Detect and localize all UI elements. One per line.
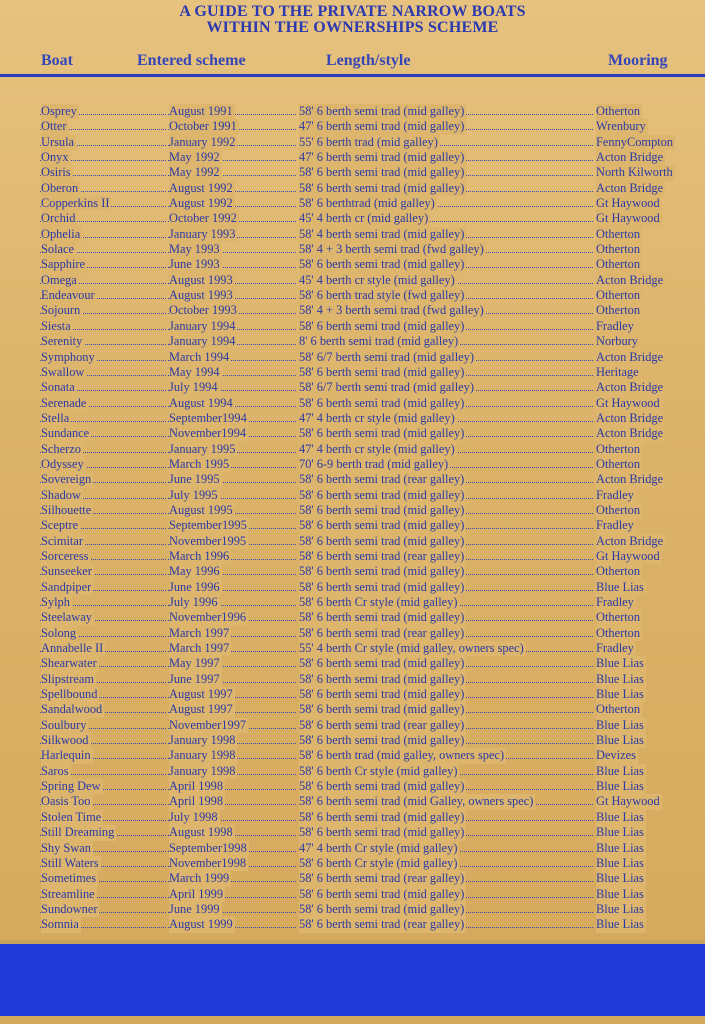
length-style: 45' 4 berth cr (mid galley): [299, 211, 429, 226]
table-row: [0, 503, 705, 518]
table-row: [0, 871, 705, 886]
mooring: Otherton: [596, 441, 641, 456]
entered-date: June 1996: [169, 579, 220, 594]
boat-name: Odyssey: [41, 456, 84, 471]
mooring: Acton Bridge: [596, 180, 664, 195]
entered-date: April 1999: [169, 886, 224, 901]
table-row: [0, 380, 705, 395]
length-style: 58' 6 berth semi trad (mid galley): [299, 487, 465, 502]
table-row: [0, 104, 705, 119]
boat-name: Sonata: [41, 380, 75, 395]
boat-name: Sorceress: [41, 548, 89, 563]
boat-name: Serenity: [41, 334, 83, 349]
mooring: Blue Lias: [596, 855, 644, 870]
mooring: Fradley: [596, 641, 634, 656]
table-row: [0, 211, 705, 226]
length-style: 58' 6 berth semi trad (rear galley): [299, 625, 465, 640]
entered-date: November1994: [169, 426, 247, 441]
length-style: 58' 6 berth semi trad (mid galley): [299, 395, 465, 410]
header-entered-scheme: Entered scheme: [137, 52, 246, 69]
mooring: Fradley: [596, 518, 634, 533]
boat-name: Sometimes: [41, 871, 97, 886]
table-row: [0, 365, 705, 380]
mooring: Blue Lias: [596, 656, 644, 671]
entered-date: March 1997: [169, 641, 230, 656]
length-style: 58' 6 berth semi trad (mid galley): [299, 318, 465, 333]
entered-date: November1996: [169, 610, 247, 625]
entered-date: May 1997: [169, 656, 220, 671]
table-row: [0, 917, 705, 932]
table-row: [0, 902, 705, 917]
length-style: 58' 6 berthtrad (mid galley): [299, 196, 435, 211]
mooring: Blue Lias: [596, 671, 644, 686]
entered-date: August 1997: [169, 702, 233, 717]
mooring: Gt Haywood: [596, 395, 660, 410]
mooring: FennyCompton: [596, 134, 674, 149]
boat-name: Sunseeker: [41, 564, 92, 579]
length-style: 58' 6 berth semi trad (mid galley): [299, 687, 465, 702]
entered-date: August 1993: [169, 272, 233, 287]
table-row: [0, 472, 705, 487]
mooring: Otherton: [596, 625, 641, 640]
length-style: 58' 6 berth semi trad (mid galley): [299, 426, 465, 441]
length-style: 58' 6 berth semi trad (mid galley): [299, 733, 465, 748]
entered-date: January 1998: [169, 763, 236, 778]
mooring: Blue Lias: [596, 779, 644, 794]
table-row: [0, 442, 705, 457]
title-line-2: WITHIN THE OWNERSHIPS SCHEME: [206, 19, 499, 36]
boat-name: Scimitar: [41, 533, 83, 548]
table-row: [0, 303, 705, 318]
table-row: [0, 119, 705, 134]
length-style: 58' 6 berth semi trad (mid galley): [299, 901, 465, 916]
mooring: Acton Bridge: [596, 426, 664, 441]
table-row: [0, 564, 705, 579]
table-row: [0, 242, 705, 257]
table-row: [0, 656, 705, 671]
header-rule: [0, 74, 705, 77]
mooring: Blue Lias: [596, 840, 644, 855]
entered-date: August 1998: [169, 825, 233, 840]
length-style: 58' 4 berth semi trad (mid galley): [299, 226, 465, 241]
mooring: Blue Lias: [596, 763, 644, 778]
length-style: 58' 6 berth semi trad (mid galley): [299, 364, 465, 379]
table-row: [0, 350, 705, 365]
entered-date: June 1995: [169, 472, 220, 487]
table-row: [0, 273, 705, 288]
table-row: [0, 825, 705, 840]
table-row: [0, 135, 705, 150]
mooring: Blue Lias: [596, 886, 644, 901]
length-style: 47' 6 berth semi trad (mid galley): [299, 119, 465, 134]
entered-date: January 1998: [169, 748, 236, 763]
boat-name: Sundowner: [41, 901, 98, 916]
mooring: Otherton: [596, 288, 641, 303]
boat-name: Siesta: [41, 318, 71, 333]
mooring: Gt Haywood: [596, 548, 660, 563]
length-style: 58' 6 berth semi trad (rear galley): [299, 717, 465, 732]
entered-date: January 1998: [169, 733, 236, 748]
boat-name: Serenade: [41, 395, 87, 410]
entered-date: March 1997: [169, 625, 230, 640]
boat-name: Saros: [41, 763, 69, 778]
length-style: 58' 6 berth semi trad (mid galley): [299, 518, 465, 533]
table-row: [0, 687, 705, 702]
length-style: 58' 6 berth semi trad (rear galley): [299, 871, 465, 886]
mooring: Otherton: [596, 104, 641, 118]
length-style: 58' 6 berth semi trad (mid galley): [299, 180, 465, 195]
boat-name: Annabelle II: [41, 641, 104, 656]
table-row: [0, 764, 705, 779]
entered-date: January 1992: [169, 134, 236, 149]
entered-date: August 1991: [169, 104, 233, 118]
entered-date: April 1998: [169, 794, 224, 809]
entered-date: August 1994: [169, 395, 233, 410]
entered-date: April 1998: [169, 779, 224, 794]
boat-name: Sapphire: [41, 257, 86, 272]
entered-date: March 1994: [169, 349, 230, 364]
boat-name: Streamline: [41, 886, 95, 901]
table-row: [0, 856, 705, 871]
mooring: Otherton: [596, 564, 641, 579]
mooring: Gt Haywood: [596, 211, 660, 226]
bottom-band: [0, 944, 705, 1016]
length-style: 58' 6 berth Cr style (mid galley): [299, 855, 458, 870]
length-style: 58' 6 berth semi trad (mid galley): [299, 610, 465, 625]
length-style: 58' 6/7 berth semi trad (mid galley): [299, 349, 474, 364]
boat-name: Otter: [41, 119, 67, 134]
mooring: Acton Bridge: [596, 150, 664, 165]
table-row: [0, 196, 705, 211]
length-style: 55' 6 berth trad (mid galley): [299, 134, 438, 149]
boat-name: Sojourn: [41, 303, 81, 318]
length-style: 58' 6 berth semi trad (mid galley): [299, 564, 465, 579]
entered-date: August 1992: [169, 180, 233, 195]
entered-date: September1995: [169, 518, 247, 533]
page-title: [0, 4, 705, 36]
entered-date: August 1993: [169, 288, 233, 303]
length-style: 58' 6 berth semi trad (rear galley): [299, 548, 465, 563]
mooring: Otherton: [596, 702, 641, 717]
mooring: Otherton: [596, 610, 641, 625]
boat-name: Oasis Too: [41, 794, 91, 809]
length-style: 58' 6 berth semi trad (mid galley): [299, 257, 465, 272]
length-style: 58' 6 berth semi trad (mid galley): [299, 779, 465, 794]
boat-name: Swallow: [41, 364, 85, 379]
length-style: 58' 6 berth semi trad (mid galley): [299, 533, 465, 548]
length-style: 47' 4 berth cr style (mid galley): [299, 441, 455, 456]
boat-list: [0, 104, 705, 933]
length-style: 45' 4 berth cr style (mid galley): [299, 272, 455, 287]
boat-name: Sandpiper: [41, 579, 92, 594]
length-style: 58' 6/7 berth semi trad (mid galley): [299, 380, 474, 395]
entered-date: June 1997: [169, 671, 220, 686]
table-row: [0, 150, 705, 165]
boat-name: Orchid: [41, 211, 76, 226]
entered-date: January 1994: [169, 334, 236, 349]
boat-name: Symphony: [41, 349, 95, 364]
table-row: [0, 334, 705, 349]
boat-name: Somnia: [41, 917, 79, 932]
mooring: Acton Bridge: [596, 533, 664, 548]
boat-name: Spring Dew: [41, 779, 101, 794]
boat-name: Copperkins II: [41, 196, 110, 211]
header-mooring: Mooring: [608, 52, 668, 69]
entered-date: May 1992: [169, 150, 220, 165]
mooring: Acton Bridge: [596, 380, 664, 395]
length-style: 58' 6 berth trad (mid galley, owners spec): [299, 748, 505, 763]
table-row: [0, 841, 705, 856]
mooring: Devizes: [596, 748, 636, 763]
table-row: [0, 794, 705, 809]
table-row: [0, 641, 705, 656]
table-row: [0, 610, 705, 625]
length-style: 58' 6 berth semi trad (mid galley): [299, 671, 465, 686]
boat-name: Stella: [41, 410, 70, 425]
entered-date: August 1999: [169, 917, 233, 932]
header-boat: Boat: [41, 52, 73, 69]
table-row: [0, 748, 705, 763]
mooring: Blue Lias: [596, 917, 644, 932]
mooring: Blue Lias: [596, 687, 644, 702]
boat-name: Still Dreaming: [41, 825, 115, 840]
boat-name: Omega: [41, 272, 77, 287]
length-style: 58' 6 berth semi trad (mid galley): [299, 165, 465, 180]
entered-date: September1994: [169, 410, 247, 425]
table-row: [0, 181, 705, 196]
length-style: 70' 6-9 berth trad (mid galley): [299, 456, 449, 471]
mooring: Acton Bridge: [596, 472, 664, 487]
table-row: [0, 426, 705, 441]
length-style: 58' 6 berth semi trad (mid galley): [299, 656, 465, 671]
length-style: 58' 6 berth Cr style (mid galley): [299, 763, 458, 778]
entered-date: October 1992: [169, 211, 237, 226]
mooring: Wrenbury: [596, 119, 646, 134]
boat-name: Harlequin: [41, 748, 91, 763]
entered-date: July 1995: [169, 487, 218, 502]
length-style: 58' 6 berth semi trad (mid galley): [299, 702, 465, 717]
length-style: 47' 6 berth semi trad (mid galley): [299, 150, 465, 165]
entered-date: January 1994: [169, 318, 236, 333]
table-row: [0, 779, 705, 794]
entered-date: June 1993: [169, 257, 220, 272]
entered-date: October 1993: [169, 303, 237, 318]
table-row: [0, 457, 705, 472]
mooring: Otherton: [596, 242, 641, 257]
entered-date: June 1999: [169, 901, 220, 916]
boat-name: Stolen Time: [41, 809, 102, 824]
entered-date: July 1998: [169, 809, 218, 824]
boat-name: Silhouette: [41, 502, 92, 517]
table-row: [0, 227, 705, 242]
entered-date: November1997: [169, 717, 247, 732]
table-row: [0, 257, 705, 272]
boat-name: Ophelia: [41, 226, 81, 241]
boat-name: Sylph: [41, 595, 70, 609]
header-length-style: Length/style: [326, 52, 411, 69]
table-row: [0, 626, 705, 641]
mooring: Otherton: [596, 303, 641, 318]
length-style: 58' 6 berth semi trad (rear galley): [299, 917, 465, 932]
boat-name: Slipstream: [41, 671, 94, 686]
entered-date: August 1992: [169, 196, 233, 211]
table-row: [0, 518, 705, 533]
entered-date: July 1996: [169, 595, 218, 609]
entered-date: November1998: [169, 855, 247, 870]
length-style: 58' 6 berth semi trad (mid galley): [299, 809, 465, 824]
table-row: [0, 580, 705, 595]
table-row: [0, 288, 705, 303]
entered-date: August 1995: [169, 502, 233, 517]
length-style: 58' 4 + 3 berth semi trad (fwd galley): [299, 242, 484, 257]
length-style: 58' 6 berth semi trad (mid galley): [299, 579, 465, 594]
mooring: Fradley: [596, 318, 634, 333]
mooring: Blue Lias: [596, 871, 644, 886]
boat-name: Scherzo: [41, 441, 81, 456]
length-style: 58' 6 berth semi trad (mid galley): [299, 502, 465, 517]
boat-name: Soulbury: [41, 717, 87, 732]
table-row: [0, 534, 705, 549]
entered-date: March 1996: [169, 548, 230, 563]
table-row: [0, 165, 705, 180]
mooring: Heritage: [596, 364, 639, 379]
mooring: Gt Haywood: [596, 196, 660, 211]
mooring: North Kilworth: [596, 165, 673, 180]
boat-name: Steelaway: [41, 610, 92, 625]
length-style: 58' 6 berth trad style (fwd galley): [299, 288, 465, 303]
entered-date: August 1997: [169, 687, 233, 702]
mooring: Fradley: [596, 595, 634, 609]
entered-date: March 1999: [169, 871, 230, 886]
length-style: 58' 6 berth semi trad (mid galley): [299, 886, 465, 901]
table-row: [0, 488, 705, 503]
entered-date: July 1994: [169, 380, 218, 395]
boat-name: Osiris: [41, 165, 71, 180]
boat-name: Sandalwood: [41, 702, 103, 717]
boat-name: Sceptre: [41, 518, 79, 533]
mooring: Otherton: [596, 502, 641, 517]
table-row: [0, 672, 705, 687]
entered-date: May 1994: [169, 364, 220, 379]
boat-name: Solong: [41, 625, 77, 640]
boat-name: Onyx: [41, 150, 69, 165]
boat-name: Shy Swan: [41, 840, 91, 855]
length-style: 58' 4 + 3 berth semi trad (fwd galley): [299, 303, 484, 318]
boat-name: Osprey: [41, 104, 77, 118]
mooring: Blue Lias: [596, 733, 644, 748]
boat-name: Endeavour: [41, 288, 95, 303]
table-row: [0, 702, 705, 717]
length-style: 8' 6 berth semi trad (mid galley): [299, 334, 459, 349]
entered-date: March 1995: [169, 456, 230, 471]
entered-date: January 1993: [169, 226, 236, 241]
mooring: Fradley: [596, 487, 634, 502]
table-row: [0, 595, 705, 610]
entered-date: September1998: [169, 840, 247, 855]
length-style: 55' 4 berth Cr style (mid galley, owners spec): [299, 641, 524, 656]
length-style: 58' 6 berth semi trad (mid galley): [299, 825, 465, 840]
boat-name: Shearwater: [41, 656, 97, 671]
entered-date: May 1996: [169, 564, 220, 579]
entered-date: May 1993: [169, 242, 220, 257]
boat-name: Shadow: [41, 487, 81, 502]
mooring: Otherton: [596, 226, 641, 241]
table-row: [0, 396, 705, 411]
boat-name: Spellbound: [41, 687, 98, 702]
mooring: Blue Lias: [596, 717, 644, 732]
table-row: [0, 733, 705, 748]
mooring: Acton Bridge: [596, 349, 664, 364]
boat-name: Sundance: [41, 426, 90, 441]
length-style: 58' 6 berth Cr style (mid galley): [299, 595, 458, 609]
length-style: 58' 6 berth semi trad (mid Galley, owners spec): [299, 794, 534, 809]
table-row: [0, 411, 705, 426]
mooring: Gt Haywood: [596, 794, 660, 809]
boat-name: Ursula: [41, 134, 75, 149]
mooring: Blue Lias: [596, 825, 644, 840]
mooring: Blue Lias: [596, 809, 644, 824]
mooring: Acton Bridge: [596, 410, 664, 425]
entered-date: October 1991: [169, 119, 237, 134]
mooring: Otherton: [596, 456, 641, 471]
table-row: [0, 549, 705, 564]
boat-name: Sovereign: [41, 472, 92, 487]
length-style: 47' 4 berth cr style (mid galley): [299, 410, 455, 425]
mooring: Otherton: [596, 257, 641, 272]
entered-date: November1995: [169, 533, 247, 548]
entered-date: May 1992: [169, 165, 220, 180]
mooring: Acton Bridge: [596, 272, 664, 287]
table-row: [0, 810, 705, 825]
length-style: 47' 4 berth Cr style (mid galley): [299, 840, 458, 855]
length-style: 58' 6 berth semi trad (mid galley): [299, 104, 465, 118]
mooring: Blue Lias: [596, 579, 644, 594]
table-row: [0, 319, 705, 334]
mooring: Blue Lias: [596, 901, 644, 916]
boat-name: Solace: [41, 242, 75, 257]
table-row: [0, 718, 705, 733]
boat-name: Oberon: [41, 180, 79, 195]
table-row: [0, 887, 705, 902]
mooring: Norbury: [596, 334, 638, 349]
boat-name: Still Waters: [41, 855, 99, 870]
boat-name: Silkwood: [41, 733, 89, 748]
entered-date: January 1995: [169, 441, 236, 456]
title-line-1: A GUIDE TO THE PRIVATE NARROW BOATS: [179, 3, 526, 20]
length-style: 58' 6 berth semi trad (rear galley): [299, 472, 465, 487]
